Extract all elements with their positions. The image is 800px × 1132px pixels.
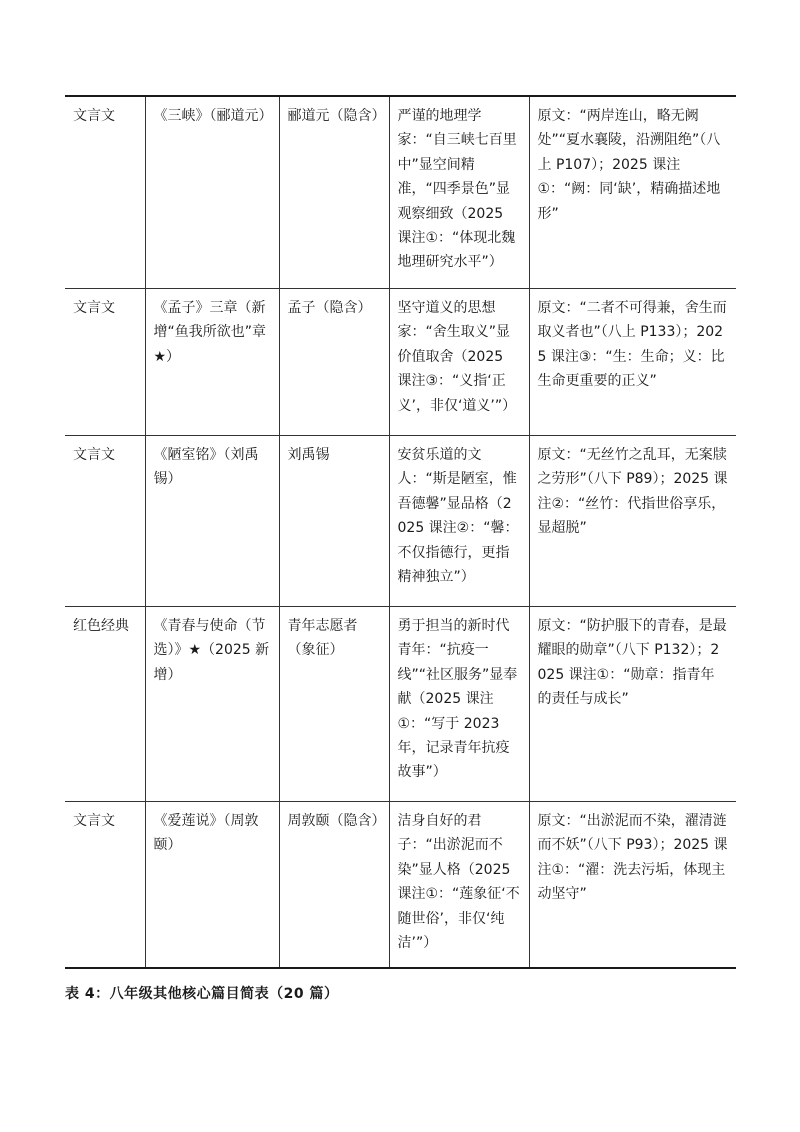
trait-cell: 安贫乐道的文人：“斯是陋室，惟吾德馨”显品格（2025 课注②：“馨：不仅指德行，更指精神独立”）: [389, 436, 529, 607]
figure-cell: 周敦颐（隐含）: [279, 802, 389, 969]
genre-cell: 文言文: [65, 289, 145, 436]
table-row: [65, 802, 736, 969]
genre-cell: 文言文: [65, 802, 145, 969]
evidence-cell: 原文：“防护服下的青春，是最耀眼的勋章”（八下 P132）；2025 课注①：“勋章：指青年的责任与成长”: [529, 607, 736, 802]
trait-cell: 洁身自好的君子：“出淤泥而不染”显人格（2025 课注①：“莲象征‘不随世俗’，非仅‘纯洁’”）: [389, 802, 529, 969]
table-row: [65, 607, 736, 802]
evidence-cell: 原文：“二者不可得兼，舍生而取义者也”（八上 P133）；2025 课注③：“生：生命；义：比生命更重要的正义”: [529, 289, 736, 436]
evidence-cell: 原文：“两岸连山，略无阙处”“夏水襄陵，沿溯阻绝”（八上 P107）；2025 课注①：“阙：同‘缺’，精确描述地形”: [529, 96, 736, 289]
table-row: [65, 289, 736, 436]
trait-cell: 严谨的地理学家：“自三峡七百里中”显空间精准，“四季景色”显观察细致（2025 课注①：“体现北魏地理研究水平”）: [389, 96, 529, 289]
genre-cell: 红色经典: [65, 607, 145, 802]
figure-cell: 郦道元（隐含）: [279, 96, 389, 289]
works-table: [65, 95, 736, 969]
evidence-cell: 原文：“出淤泥而不染，濯清涟而不妖”（八下 P93）；2025 课注①：“濯：洗去污垢，体现主动坚守”: [529, 802, 736, 969]
title-cell: 《青春与使命（节选）》★（2025 新增）: [145, 607, 279, 802]
table-caption: 表 4：八年级其他核心篇目简表（20 篇）: [65, 986, 339, 1003]
title-cell: 《孟子》三章（新增“鱼我所欲也”章★）: [145, 289, 279, 436]
title-cell: 《爱莲说》（周敦颐）: [145, 802, 279, 969]
document-page: [65, 95, 736, 1003]
figure-cell: 孟子（隐含）: [279, 289, 389, 436]
title-cell: 《三峡》（郦道元）: [145, 96, 279, 289]
table-row: [65, 436, 736, 607]
figure-cell: 刘禹锡: [279, 436, 389, 607]
table-row: [65, 96, 736, 289]
trait-cell: 坚守道义的思想家：“舍生取义”显价值取舍（2025 课注③：“义指‘正义’，非仅‘道义’”）: [389, 289, 529, 436]
genre-cell: 文言文: [73, 108, 115, 124]
genre-cell: 文言文: [65, 436, 145, 607]
evidence-cell: 原文：“无丝竹之乱耳，无案牍之劳形”（八下 P89）；2025 课注②：“丝竹：代指世俗享乐，显超脱”: [529, 436, 736, 607]
title-cell: 《陋室铭》（刘禹锡）: [145, 436, 279, 607]
figure-cell: 青年志愿者（象征）: [279, 607, 389, 802]
trait-cell: 勇于担当的新时代青年：“抗疫一线”“社区服务”显奉献（2025 课注①：“写于 2023 年，记录青年抗疫故事”）: [389, 607, 529, 802]
